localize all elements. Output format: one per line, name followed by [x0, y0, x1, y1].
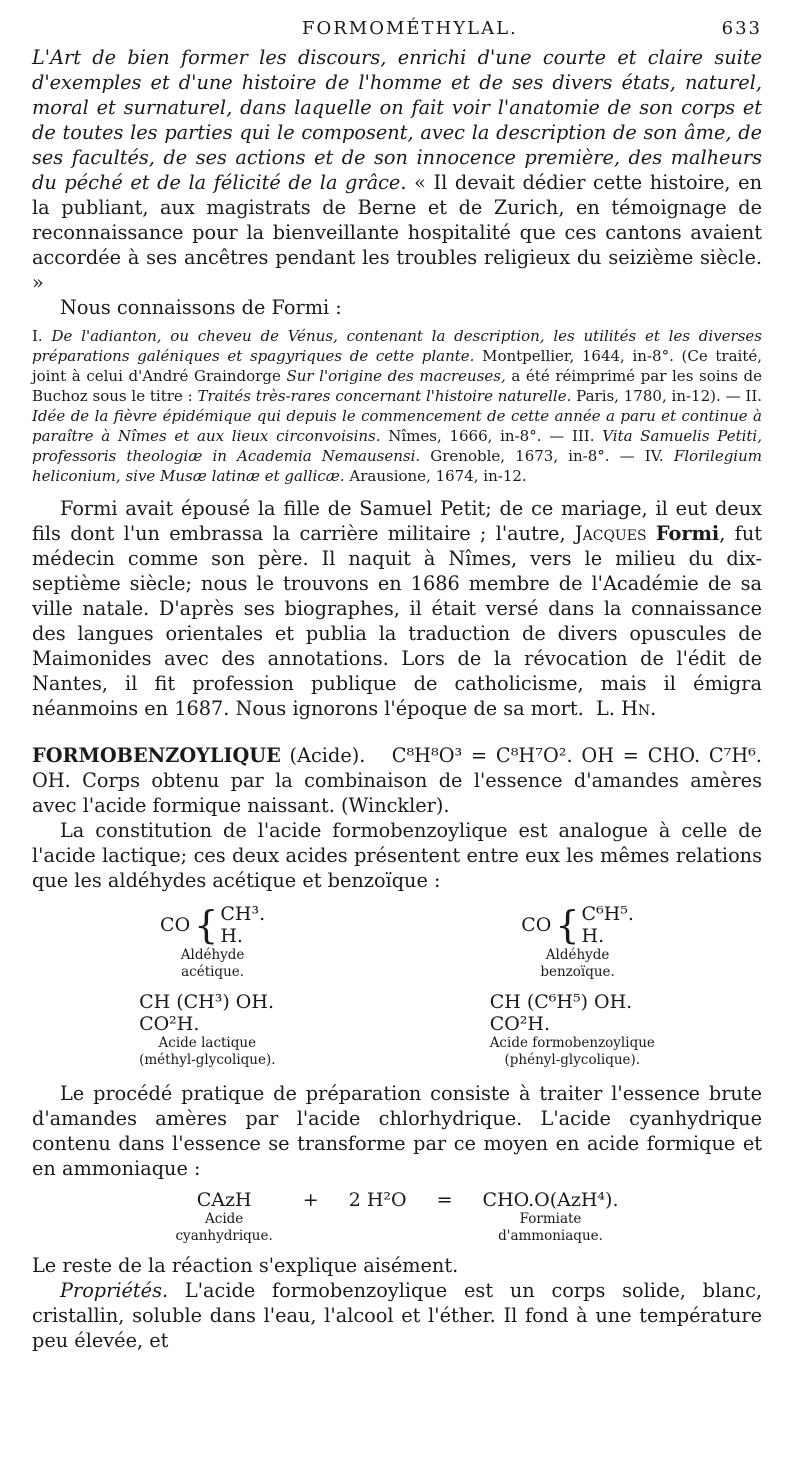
acid-formulas [32, 991, 762, 1069]
formula-line: CH (CH³) OH. [139, 991, 274, 1013]
formula-label: (phényl-glycolique). [504, 1052, 641, 1068]
eq-right-label: Formiate [519, 1211, 582, 1227]
formi-text-b: , fut médecin comme son père. Il naquit à Nîmes, vers le milieu du dix-septième siècle; nous le trouvons en 1686 membre de l'Académie de sa ville natale. D'après ses biographes, il était versé dans la connaissance des langues orientales et publia la traduction de divers opuscules de Maimonides avec des annotations. Lors de la révocation de l'édit de Nantes, il fit profession publique de catholicisme, mais il émigra néanmoins en 1687. Nous ignorons l'époque de sa mort. [32, 522, 762, 720]
eq-left-label: Acide [205, 1211, 244, 1227]
eq-water: 2 H²O [348, 1189, 407, 1211]
reste-line: Le reste de la réaction s'explique aisément. [32, 1254, 459, 1277]
aldehyde-formulas [32, 903, 762, 981]
formula-label: acétique. [181, 964, 245, 980]
formula-line: CO²H. [489, 1013, 551, 1035]
formula-label: benzoïque. [540, 964, 615, 980]
brace-glyph: { [555, 903, 580, 947]
eq-right-label: d'ammoniaque. [498, 1228, 603, 1244]
known-works-line: Nous connaissons de Formi : [60, 296, 342, 319]
note-2-rest: Nîmes, 1666, in-8°. — [380, 427, 572, 445]
eq-right: CHO.O(AzH⁴). [482, 1189, 619, 1211]
procede-paragraph: Le procédé pratique de préparation consiste à traiter l'essence brute d'amandes amères par l'acide chlorhydrique. L'acide cyanhydrique contenu dans l'essence se transforme par ce moyen en acide formique et en ammoniaque : [32, 1082, 762, 1180]
formula-label: Acide formobenzoylique [489, 1035, 655, 1051]
note-1-title-2: Sur l'origine des macreuses, [286, 367, 506, 385]
reaction-equation [32, 1189, 762, 1245]
co-group: CO [521, 914, 552, 936]
acide-lactique [139, 991, 275, 1069]
note-4-rest: Arausione, 1674, in-12. [344, 467, 527, 485]
note-3-number: III. [571, 427, 595, 445]
constitution-paragraph: La constitution de l'acide formobenzoylique est analogue à celle de l'acide lactique; ces deux acides présentent entre eux les mêmes relations que les aldéhydes acétique et benzoïque : [32, 819, 762, 892]
note-1-title: De l'adianton, ou cheveu de Vénus, contenant la description, les utilités et les diverses préparations galéniques et spagyriques de cette plante. [32, 327, 762, 365]
note-1-number: I. [32, 327, 43, 345]
formula-label: Aldéhyde [180, 947, 245, 963]
aldehyde-benzoique [521, 903, 634, 981]
acid-formula: C⁸H⁸O³ = C⁸H⁷O². OH = CHO. C⁷H⁶. OH. [32, 744, 762, 792]
intro-rest: « Il devait dédier cette histoire, en la publiant, aux magistrats de Berne et de Zurich, en témoignage de reconnaissance pour la bienveillante hospitalité que ces cantons avaient accordée à ses ancêtres pendant les troubles religieux du seizième siècle. » [32, 171, 762, 294]
formula-line: H. [581, 925, 605, 947]
acide-formobenzoylique [490, 991, 655, 1069]
book-title: L'Art de bien former les discours, enrichi d'une courte et claire suite d'exemples et d'une histoire de l'homme et de ses divers états, naturel, moral et surnaturel, dans laquelle on fait voir l'anatomie de son corps et de toutes les parties qui le composent, avec la description de son âme, de ses facultés, de ses actions et de son innocence première, des malheurs du péché et de la félicité de la grâce. [32, 46, 762, 194]
author-signature: L. Hn. [596, 697, 657, 720]
proprietes-text: L'acide formobenzoylique est un corps solide, blanc, cristallin, soluble dans l'eau, l'alcool et l'éther. Il fond à une température peu élevée, et [32, 1279, 762, 1352]
proprietes-paragraph [32, 1278, 762, 1353]
note-1-rest-c: Paris, 1780, in-12). — [571, 387, 746, 405]
note-3-title: Vita Samuelis Petiti, professoris theologiæ in Academia Nemausensi. [32, 427, 762, 465]
note-1-rest-a: Montpellier, 1644, in-8°. (Ce traité, joint à celui d'André Graindorge [32, 347, 762, 385]
formi-name: Formi [655, 522, 720, 545]
formula-label: Aldéhyde [545, 947, 610, 963]
eq-left-label: cyanhydrique. [175, 1228, 273, 1244]
formi-paragraph [32, 496, 762, 721]
note-2-title: Idée de la fièvre épidémique qui depuis le commencement de cette année a paru et continue à paraître à Nîmes et aux lieux circonvoisins. [32, 407, 762, 445]
formula-label: (méthyl-glycolique). [139, 1052, 276, 1068]
co-group: CO [160, 914, 191, 936]
running-header [32, 18, 762, 39]
acid-heading-rest: (Acide). [280, 744, 366, 767]
formula-line: CH (C⁶H⁵) OH. [489, 991, 633, 1013]
formula-line: C⁶H⁵. [581, 903, 634, 925]
acid-heading: FORMOBENZOYLIQUE [32, 744, 281, 767]
aldehyde-acetique [160, 903, 265, 981]
acid-heading-paragraph [32, 743, 762, 818]
formula-label: Acide lactique [158, 1035, 257, 1051]
note-4-number: IV. [644, 447, 664, 465]
note-1-title-3: Traités très-rares concernant l'histoire naturelle. [197, 387, 572, 405]
brace-glyph: { [194, 903, 219, 947]
running-title: FORMOMÉTHYLAL. [302, 18, 518, 39]
eq-left: CAzH [196, 1189, 252, 1211]
note-4-title: Florilegium heliconium, sive Musæ latinæ et gallicæ. [32, 447, 762, 485]
page-number: 633 [721, 18, 762, 39]
formula-line: CO²H. [139, 1013, 200, 1035]
proprietes-label: Propriétés. [60, 1279, 169, 1302]
note-2-number: II. [745, 387, 763, 405]
eq-plus: + [302, 1189, 319, 1211]
acid-line-2: Corps obtenu par la combinaison de l'essence d'amandes amères avec l'acide formique naissant. (Winckler). [32, 769, 762, 817]
intro-paragraph [32, 45, 762, 295]
jacques-name: Jacques [574, 522, 647, 545]
formi-text-a: Formi avait épousé la fille de Samuel Petit; de ce mariage, il eut deux fils dont l'un embrassa la carrière militaire ; l'autre, [32, 497, 762, 545]
formula-line: H. [220, 925, 243, 947]
note-3-rest: Grenoble, 1673, in-8°. — [420, 447, 645, 465]
formula-line: CH³. [220, 903, 266, 925]
page [32, 18, 762, 1353]
eq-equals: = [436, 1189, 453, 1211]
note-1-rest-b: a été réimprimé par les soins de Buchoz sous le titre : [32, 367, 762, 405]
bibliography-notes [32, 326, 762, 486]
